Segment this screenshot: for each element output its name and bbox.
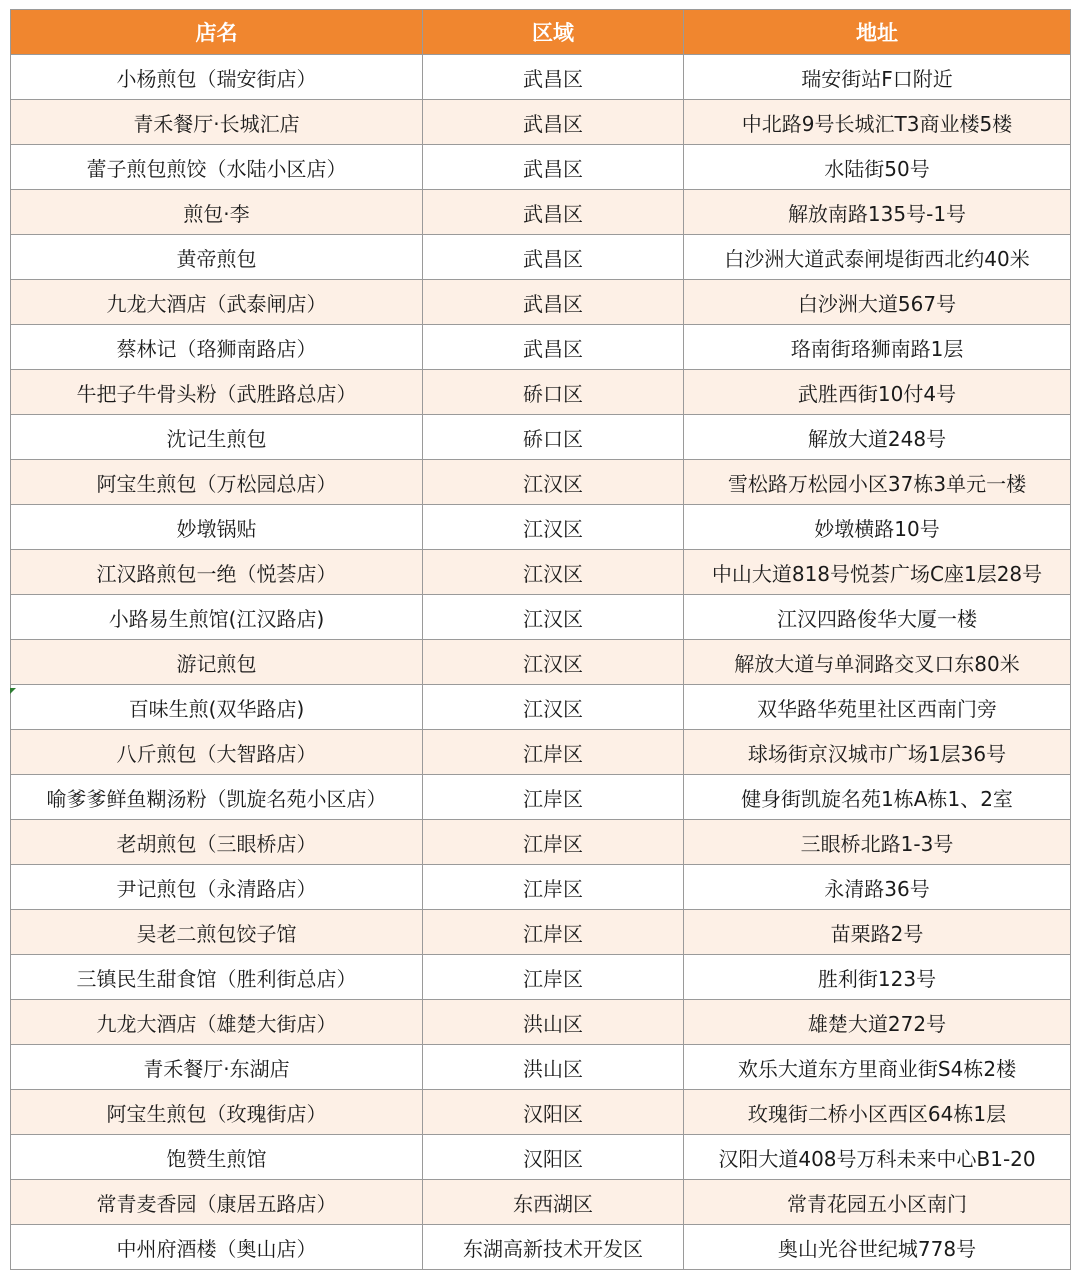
table-row xyxy=(11,190,1071,235)
cell-store-name: 青禾餐厅·长城汇店 xyxy=(11,100,423,145)
cell-store-name: 八斤煎包（大智路店） xyxy=(11,730,423,775)
cell-district: 江汉区 xyxy=(423,595,684,640)
cell-store-name: 九龙大酒店（武泰闸店） xyxy=(11,280,423,325)
cell-district: 江岸区 xyxy=(423,730,684,775)
cell-address: 水陆街50号 xyxy=(684,145,1071,190)
cell-district: 江岸区 xyxy=(423,910,684,955)
cell-address: 球场街京汉城市广场1层36号 xyxy=(684,730,1071,775)
cell-address: 解放大道248号 xyxy=(684,415,1071,460)
table-row xyxy=(11,595,1071,640)
table-row xyxy=(11,550,1071,595)
cell-store-name: 小杨煎包（瑞安街店） xyxy=(11,55,423,100)
cell-store-name: 阿宝生煎包（万松园总店） xyxy=(11,460,423,505)
cell-address: 三眼桥北路1-3号 xyxy=(684,820,1071,865)
cell-store-name: 三镇民生甜食馆（胜利街总店） xyxy=(11,955,423,1000)
cell-district: 武昌区 xyxy=(423,145,684,190)
table-header-row xyxy=(11,10,1071,55)
cell-address: 胜利街123号 xyxy=(684,955,1071,1000)
cell-address: 中山大道818号悦荟广场C座1层28号 xyxy=(684,550,1071,595)
cell-address: 瑞安街站F口附近 xyxy=(684,55,1071,100)
cell-address: 江汉四路俊华大厦一楼 xyxy=(684,595,1071,640)
cell-address: 雄楚大道272号 xyxy=(684,1000,1071,1045)
cell-store-name: 九龙大酒店（雄楚大街店） xyxy=(11,1000,423,1045)
cell-district: 江岸区 xyxy=(423,820,684,865)
cell-district: 江岸区 xyxy=(423,775,684,820)
table-row xyxy=(11,1045,1071,1090)
cell-store-name: 常青麦香园（康居五路店） xyxy=(11,1180,423,1225)
table-row xyxy=(11,235,1071,280)
table-row xyxy=(11,370,1071,415)
cell-store-name: 蕾子煎包煎饺（水陆小区店） xyxy=(11,145,423,190)
cell-store-name: 青禾餐厅·东湖店 xyxy=(11,1045,423,1090)
table-row xyxy=(11,865,1071,910)
cell-store-name: 煎包·李 xyxy=(11,190,423,235)
cell-address: 武胜西街10付4号 xyxy=(684,370,1071,415)
cell-district: 江汉区 xyxy=(423,460,684,505)
cell-store-name: 老胡煎包（三眼桥店） xyxy=(11,820,423,865)
table-body xyxy=(11,55,1071,1270)
cell-store-name: 尹记煎包（永清路店） xyxy=(11,865,423,910)
cell-store-name: 吴老二煎包饺子馆 xyxy=(11,910,423,955)
table-row xyxy=(11,505,1071,550)
cell-district: 东西湖区 xyxy=(423,1180,684,1225)
table-row xyxy=(11,415,1071,460)
cell-district: 江汉区 xyxy=(423,640,684,685)
cell-district: 武昌区 xyxy=(423,55,684,100)
store-table-container xyxy=(10,9,1070,1270)
header-store-name: 店名 xyxy=(11,10,423,55)
cell-address: 双华路华苑里社区西南门旁 xyxy=(684,685,1071,730)
cell-address: 汉阳大道408号万科未来中心B1-20 xyxy=(684,1135,1071,1180)
cell-district: 硚口区 xyxy=(423,370,684,415)
cell-district: 江岸区 xyxy=(423,865,684,910)
cell-store-name: 阿宝生煎包（玫瑰街店） xyxy=(11,1090,423,1135)
cell-address: 常青花园五小区南门 xyxy=(684,1180,1071,1225)
cell-district: 洪山区 xyxy=(423,1045,684,1090)
cell-marker-triangle xyxy=(10,688,16,694)
cell-district: 江汉区 xyxy=(423,550,684,595)
header-district: 区域 xyxy=(423,10,684,55)
cell-district: 江汉区 xyxy=(423,505,684,550)
table-row xyxy=(11,280,1071,325)
table-row xyxy=(11,640,1071,685)
table-row xyxy=(11,910,1071,955)
table-row xyxy=(11,460,1071,505)
table-row xyxy=(11,1000,1071,1045)
table-row xyxy=(11,1225,1071,1270)
cell-district: 武昌区 xyxy=(423,280,684,325)
cell-address: 中北路9号长城汇T3商业楼5楼 xyxy=(684,100,1071,145)
cell-address: 珞南街珞狮南路1层 xyxy=(684,325,1071,370)
table-row xyxy=(11,820,1071,865)
cell-address: 白沙洲大道567号 xyxy=(684,280,1071,325)
table-row xyxy=(11,685,1071,730)
table-row xyxy=(11,955,1071,1000)
table-row xyxy=(11,325,1071,370)
cell-address: 奥山光谷世纪城778号 xyxy=(684,1225,1071,1270)
cell-district: 洪山区 xyxy=(423,1000,684,1045)
cell-store-name: 百味生煎(双华路店) xyxy=(11,685,423,730)
cell-district: 武昌区 xyxy=(423,325,684,370)
table-row xyxy=(11,100,1071,145)
cell-district: 江汉区 xyxy=(423,685,684,730)
cell-store-name: 中州府酒楼（奥山店） xyxy=(11,1225,423,1270)
cell-district: 汉阳区 xyxy=(423,1090,684,1135)
cell-address: 健身街凯旋名苑1栋A栋1、2室 xyxy=(684,775,1071,820)
cell-address: 白沙洲大道武泰闸堤街西北约40米 xyxy=(684,235,1071,280)
cell-district: 江岸区 xyxy=(423,955,684,1000)
cell-store-name: 沈记生煎包 xyxy=(11,415,423,460)
table-row xyxy=(11,775,1071,820)
table-row xyxy=(11,1180,1071,1225)
table-row xyxy=(11,145,1071,190)
table-row xyxy=(11,55,1071,100)
cell-store-name: 黄帝煎包 xyxy=(11,235,423,280)
cell-district: 汉阳区 xyxy=(423,1135,684,1180)
cell-address: 欢乐大道东方里商业街S4栋2楼 xyxy=(684,1045,1071,1090)
cell-address: 解放南路135号-1号 xyxy=(684,190,1071,235)
cell-district: 武昌区 xyxy=(423,235,684,280)
cell-store-name: 饱赞生煎馆 xyxy=(11,1135,423,1180)
cell-store-name: 游记煎包 xyxy=(11,640,423,685)
cell-district: 武昌区 xyxy=(423,190,684,235)
cell-address: 雪松路万松园小区37栋3单元一楼 xyxy=(684,460,1071,505)
cell-address: 永清路36号 xyxy=(684,865,1071,910)
cell-address: 解放大道与单洞路交叉口东80米 xyxy=(684,640,1071,685)
table-row xyxy=(11,1090,1071,1135)
cell-store-name: 蔡林记（珞狮南路店） xyxy=(11,325,423,370)
cell-store-name: 小路易生煎馆(江汉路店) xyxy=(11,595,423,640)
cell-district: 东湖高新技术开发区 xyxy=(423,1225,684,1270)
cell-address: 玫瑰街二桥小区西区64栋1层 xyxy=(684,1090,1071,1135)
store-table xyxy=(10,9,1071,1270)
cell-store-name: 牛把子牛骨头粉（武胜路总店） xyxy=(11,370,423,415)
cell-district: 硚口区 xyxy=(423,415,684,460)
cell-address: 妙墩横路10号 xyxy=(684,505,1071,550)
cell-district: 武昌区 xyxy=(423,100,684,145)
header-address: 地址 xyxy=(684,10,1071,55)
cell-address: 苗栗路2号 xyxy=(684,910,1071,955)
cell-store-name: 妙墩锅贴 xyxy=(11,505,423,550)
table-row xyxy=(11,730,1071,775)
cell-store-name: 喻爹爹鲜鱼糊汤粉（凯旋名苑小区店） xyxy=(11,775,423,820)
table-row xyxy=(11,1135,1071,1180)
cell-store-name: 江汉路煎包一绝（悦荟店） xyxy=(11,550,423,595)
